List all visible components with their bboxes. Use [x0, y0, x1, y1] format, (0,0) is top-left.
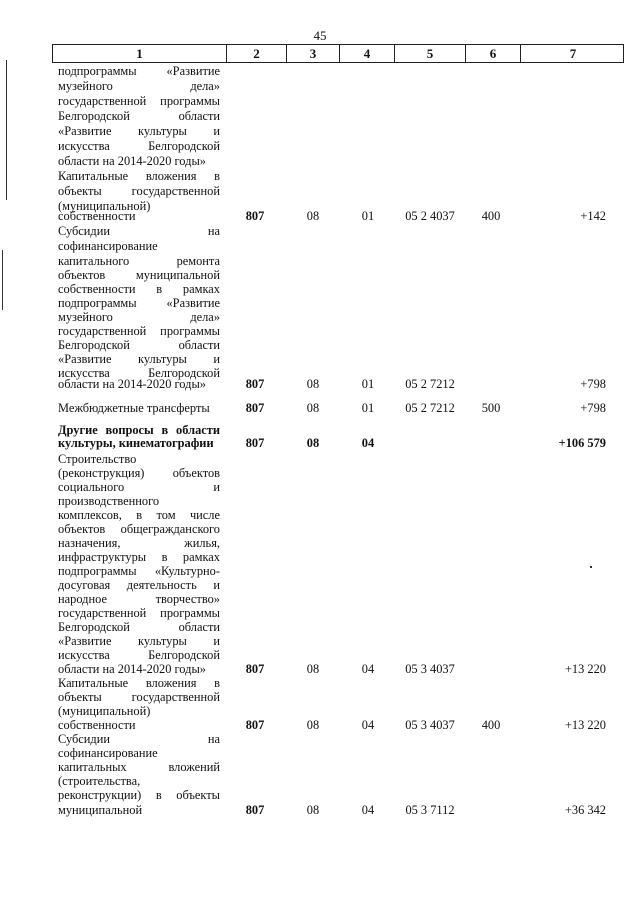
desc-line: (реконструкция) объектов — [58, 466, 220, 480]
header-col-2: 2 — [226, 45, 286, 62]
desc-line: Субсидии на — [58, 732, 220, 746]
desc-line: социального и — [58, 480, 220, 494]
cell-col-2: 807 — [245, 436, 265, 450]
desc-line: Межбюджетные трансферты — [58, 401, 210, 415]
desc-line: подпрограммы «Культурно- — [58, 564, 220, 578]
desc-line: искусства Белгородской — [58, 139, 220, 153]
desc-line: (строительства, — [58, 774, 141, 788]
desc-line: государственной программы — [58, 324, 220, 338]
cell-col-5: 05 3 7112 — [405, 803, 455, 817]
desc-line: капитального ремонта — [58, 254, 220, 268]
cell-col-7: +142 — [580, 209, 606, 223]
desc-line: подпрограммы «Развитие — [58, 64, 220, 78]
cell-col-7: +13 220 — [564, 662, 606, 676]
desc-line: Белгородской области — [58, 338, 220, 352]
desc-line: «Развитие культуры и — [58, 634, 220, 648]
desc-line: «Развитие культуры и — [58, 352, 220, 366]
desc-line: Белгородской области — [58, 109, 220, 123]
cell-col-2: 807 — [245, 718, 265, 732]
desc-line: объектов общегражданского — [58, 522, 220, 536]
desc-line: искусства Белгородской — [58, 648, 220, 662]
cell-col-3: 08 — [306, 401, 320, 415]
desc-line: Капитальные вложения в — [58, 676, 220, 690]
header-col-1: 1 — [136, 46, 143, 61]
cell-col-2: 807 — [245, 377, 265, 391]
desc-line: народное творчество» — [58, 592, 220, 606]
desc-line: государственной программы — [58, 606, 220, 620]
desc-line: Другие вопросы в области — [58, 423, 220, 437]
desc-line: объектов муниципальной — [58, 268, 220, 282]
cell-col-5: 05 2 7212 — [405, 401, 455, 415]
desc-line: реконструкции) в объекты — [58, 788, 220, 802]
desc-line: инфраструктуры в рамках — [58, 550, 220, 564]
desc-line: капитальных вложений — [58, 760, 220, 774]
cell-col-2: 807 — [245, 209, 265, 223]
cell-col-5: 05 3 4037 — [405, 662, 455, 676]
desc-line: музейного дела» — [58, 79, 220, 93]
desc-line: подпрограммы «Развитие — [58, 296, 220, 310]
cell-col-4: 04 — [361, 718, 375, 732]
desc-line: собственности — [58, 718, 136, 732]
cell-col-4: 04 — [361, 436, 375, 450]
desc-line: музейного дела» — [58, 310, 220, 324]
desc-line: области на 2014-2020 годы» — [58, 154, 206, 168]
cell-col-4: 01 — [361, 377, 375, 391]
cell-col-2: 807 — [245, 803, 265, 817]
scan-dot — [590, 566, 592, 568]
header-col-6: 6 — [465, 45, 520, 62]
cell-col-5: 05 2 7212 — [405, 377, 455, 391]
header-col-7: 7 — [520, 45, 625, 62]
cell-col-3: 08 — [306, 209, 320, 223]
desc-line: собственности — [58, 209, 136, 223]
desc-line: (муниципальной) — [58, 704, 151, 718]
desc-line: государственной программы — [58, 94, 220, 108]
cell-col-4: 04 — [361, 803, 375, 817]
cell-col-7: +798 — [580, 401, 606, 415]
cell-col-6: 500 — [481, 401, 501, 415]
cell-col-7: +106 579 — [558, 436, 606, 450]
scan-edge-mark — [2, 250, 3, 310]
desc-line: объекты государственной — [58, 690, 220, 704]
desc-line: комплексов, в том числе — [58, 508, 220, 522]
cell-col-4: 04 — [361, 662, 375, 676]
cell-col-2: 807 — [245, 662, 265, 676]
desc-line: искусства Белгородской — [58, 366, 220, 380]
desc-line: софинансирование — [58, 746, 158, 760]
desc-line: производственного — [58, 494, 160, 508]
header-col-5: 5 — [394, 45, 465, 62]
page-number: 45 — [313, 28, 327, 43]
header-col-3: 3 — [286, 45, 339, 62]
cell-col-4: 01 — [361, 209, 375, 223]
desc-line: Строительство — [58, 452, 137, 466]
cell-col-6: 400 — [481, 209, 501, 223]
desc-line: назначения, жилья, — [58, 536, 220, 550]
desc-line: области на 2014-2020 годы» — [58, 662, 206, 676]
cell-col-5: 05 2 4037 — [405, 209, 455, 223]
cell-col-2: 807 — [245, 401, 265, 415]
desc-line: (муниципальной) — [58, 199, 151, 213]
desc-line: Капитальные вложения в — [58, 169, 220, 183]
desc-line: объекты государственной — [58, 184, 220, 198]
desc-line: Субсидии на — [58, 224, 220, 238]
desc-line: досуговая деятельность и — [58, 578, 220, 592]
cell-col-7: +798 — [580, 377, 606, 391]
cell-col-6: 400 — [481, 718, 501, 732]
cell-col-3: 08 — [306, 718, 320, 732]
cell-col-3: 08 — [306, 436, 320, 450]
cell-col-3: 08 — [306, 377, 320, 391]
table-header — [52, 44, 624, 63]
cell-col-3: 08 — [306, 803, 320, 817]
cell-col-5: 05 3 4037 — [405, 718, 455, 732]
desc-line: культуры, кинематографии — [58, 436, 214, 450]
desc-line: собственности в рамках — [58, 282, 220, 296]
desc-line: «Развитие культуры и — [58, 124, 220, 138]
desc-line: области на 2014-2020 годы» — [58, 377, 206, 391]
header-col-4: 4 — [339, 45, 394, 62]
desc-line: софинансирование — [58, 239, 158, 253]
cell-col-3: 08 — [306, 662, 320, 676]
cell-col-4: 01 — [361, 401, 375, 415]
desc-line: Белгородской области — [58, 620, 220, 634]
scan-edge-mark — [6, 60, 7, 200]
desc-line: муниципальной — [58, 803, 143, 817]
cell-col-7: +36 342 — [564, 803, 606, 817]
cell-col-7: +13 220 — [564, 718, 606, 732]
